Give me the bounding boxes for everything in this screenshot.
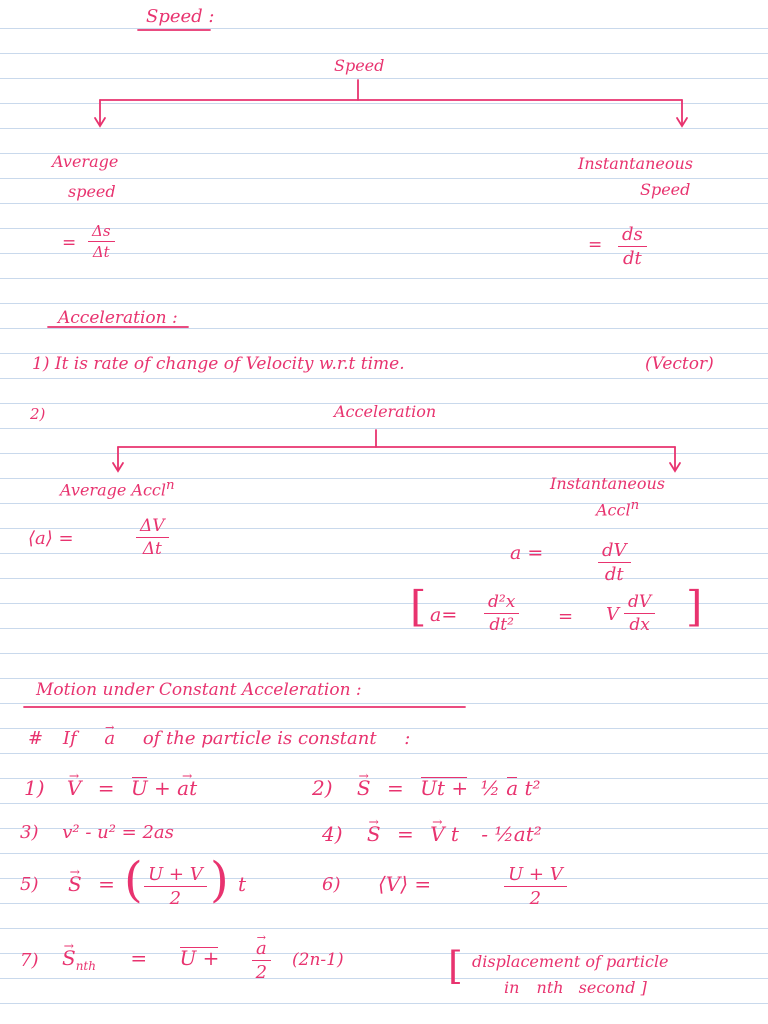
avg-accel-lhs: ⟨a⟩ = <box>28 528 74 549</box>
eq7-tail: (2n-1) <box>292 950 344 970</box>
nth-note-second: second <box>578 978 636 997</box>
inst-accel-eq2-num: d²x <box>484 592 519 614</box>
avg-speed-equals: = <box>62 233 77 253</box>
eq7-den: 2 <box>255 962 268 983</box>
inst-accel-eq2-lhs: a= <box>430 604 458 626</box>
speed-heading: Speed : <box>146 6 215 27</box>
inst-accel-eq2-v: V <box>606 604 619 625</box>
eq7-fraction <box>252 938 271 983</box>
eq2-t2: t² <box>524 776 541 800</box>
inst-speed-den: dt <box>623 248 642 269</box>
eq7-sub: nth <box>75 959 96 973</box>
avg-speed-den: Δt <box>92 243 110 261</box>
eq6-num: U + V <box>504 864 567 887</box>
motion-note-rest: of the particle is constant <box>142 728 377 749</box>
avg-accel-label <box>60 478 175 499</box>
inst-accel-eq2-open-bracket: [ <box>410 582 427 631</box>
eq5-fraction <box>144 864 207 909</box>
motion-note-colon: : <box>404 728 411 749</box>
eq4-s: → S <box>367 822 381 846</box>
eq7-number: 7) <box>20 950 39 971</box>
accel-tree-root: Acceleration <box>334 402 437 421</box>
motion-note-if: If <box>62 728 77 749</box>
eq2-half: ½ <box>480 776 500 800</box>
acceleration-heading: Acceleration : <box>58 308 178 328</box>
eq7-lhs <box>62 946 219 973</box>
avg-accel-label-text: Average Accl <box>60 480 166 500</box>
eq3 <box>20 822 174 843</box>
motion-note-a: → a <box>104 728 115 749</box>
eq1 <box>24 776 197 800</box>
eq4-equals: = <box>396 822 414 846</box>
eq4 <box>322 822 542 846</box>
inst-accel-label-2 <box>596 498 639 519</box>
eq6-lhs: ⟨V⟩ = <box>378 872 432 896</box>
acceleration-point-2: 2) <box>30 405 46 423</box>
eq1-plus: + <box>154 776 171 800</box>
eq5-t: t <box>238 872 247 896</box>
eq4-number: 4) <box>322 822 343 846</box>
eq2-ut: Ut + <box>420 776 469 800</box>
avg-accel-num: ΔV <box>136 516 169 538</box>
eq3-body: v² - u² = 2as <box>62 822 174 843</box>
inst-accel-eq2-den: dt² <box>489 615 514 635</box>
eq5-close-paren: ) <box>210 852 229 908</box>
motion-note <box>28 728 410 749</box>
inst-accel-eq2-mid: = <box>558 606 574 627</box>
inst-accel-eq2-num2: dV <box>624 592 655 614</box>
eq1-v: → V <box>67 776 81 800</box>
avg-speed-fraction <box>88 222 115 261</box>
acceleration-point-1: 1) It is rate of change of Velocity w.r.t time. <box>32 354 405 374</box>
eq7-num: → a <box>252 938 271 961</box>
eq5-s: → S <box>68 872 82 896</box>
eq2-number: 2) <box>312 776 333 800</box>
inst-speed-num: ds <box>618 224 647 247</box>
eq5-lhs <box>68 872 115 896</box>
avg-accel-fraction <box>136 516 169 559</box>
eq2-a: a <box>506 776 519 800</box>
acceleration-point-1-note: (Vector) <box>645 354 714 374</box>
inst-speed-label-1: Instantaneous <box>578 154 693 173</box>
nth-note-line-1: displacement of particle <box>472 952 669 971</box>
inst-speed-label-2: Speed <box>640 180 691 199</box>
avg-speed-num: Δs <box>88 222 115 242</box>
eq1-u: U <box>130 776 148 800</box>
eq7-u: U + <box>179 946 220 970</box>
inst-accel-label-2-sup: n <box>630 498 640 513</box>
eq2 <box>312 776 541 800</box>
inst-accel-label-1: Instantaneous <box>550 474 665 493</box>
inst-accel-eq1-fraction <box>598 540 631 585</box>
inst-accel-label-2-text: Accl <box>596 500 631 520</box>
inst-accel-eq2-frac1 <box>484 592 519 635</box>
inst-accel-eq2-den2: dx <box>629 615 650 635</box>
eq2-s: → S <box>357 776 371 800</box>
eq1-equals: = <box>97 776 115 800</box>
avg-accel-den: Δt <box>142 539 162 559</box>
inst-accel-eq1-lhs: a = <box>510 542 544 564</box>
eq1-number: 1) <box>24 776 45 800</box>
eq4-v: → V <box>430 822 444 846</box>
inst-accel-eq1-den: dt <box>604 564 624 585</box>
eq5-num: U + V <box>144 864 207 887</box>
inst-speed-equals: = <box>588 235 603 255</box>
eq3-number: 3) <box>20 822 39 843</box>
avg-accel-label-sup: n <box>166 478 175 493</box>
nth-note-close-bracket: ] <box>640 978 647 997</box>
eq4-rest: - ½at² <box>481 822 542 846</box>
motion-heading: Motion under Constant Acceleration : <box>36 680 362 700</box>
eq5-den: 2 <box>169 888 182 909</box>
avg-speed-label-2: speed <box>68 182 116 201</box>
eq7-equals: = <box>130 946 148 970</box>
speed-tree-root: Speed <box>334 56 385 75</box>
eq5-open-paren: ( <box>124 852 143 908</box>
nth-note-line-2 <box>504 978 647 997</box>
nth-note-nth: nth <box>536 978 564 997</box>
eq6-number: 6) <box>322 874 341 895</box>
inst-accel-eq2-frac2 <box>624 592 655 635</box>
motion-note-hash: # <box>28 728 44 749</box>
avg-speed-label-1: Average <box>52 152 119 171</box>
inst-accel-eq2-close-bracket: ] <box>686 582 703 631</box>
eq5-number: 5) <box>20 874 39 895</box>
nth-note-open-bracket: [ <box>448 944 463 988</box>
eq7-s: → S <box>62 946 76 970</box>
eq2-equals: = <box>386 776 404 800</box>
inst-accel-eq1-num: dV <box>598 540 631 563</box>
eq6-den: 2 <box>529 888 542 909</box>
eq6-fraction <box>504 864 567 909</box>
nth-note-in: in <box>504 978 520 997</box>
eq1-at: → at <box>177 776 197 800</box>
eq5-equals: = <box>98 872 115 896</box>
eq4-t: t <box>450 822 459 846</box>
inst-speed-fraction <box>618 224 647 269</box>
